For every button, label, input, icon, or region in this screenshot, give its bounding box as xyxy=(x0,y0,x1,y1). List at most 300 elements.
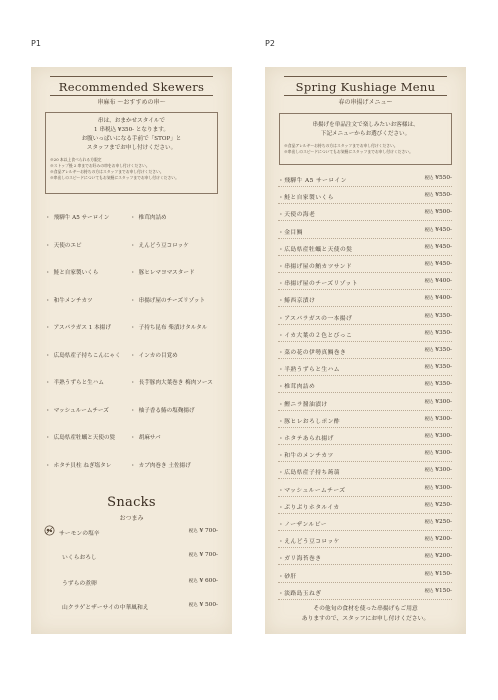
item-name-text: 飛騨牛 A5 サーロイン xyxy=(284,178,347,184)
skewer-item-name: 飛騨牛 A5 サーロイン xyxy=(53,215,110,221)
skewer-item xyxy=(45,296,93,304)
bullet-dot: ・ xyxy=(278,453,285,460)
kushiage-item-price xyxy=(425,209,452,215)
price-value: ¥400- xyxy=(435,278,452,285)
price-value: ¥250- xyxy=(435,519,452,525)
bullet-dot: ・ xyxy=(278,246,285,253)
snacks-subtitle: おつまみ xyxy=(119,515,144,522)
bullet-dot: ・ xyxy=(130,297,136,304)
bullet-dot: ・ xyxy=(278,264,285,270)
skewer-item xyxy=(45,268,98,276)
item-name-text: ホタテあられ揚げ xyxy=(284,436,334,442)
snack-item-name: サーモンの塩辛 xyxy=(59,531,100,537)
page-label-left: P1 xyxy=(31,39,41,48)
dotted-divider xyxy=(278,306,452,307)
price-tax-prefix: 税込 xyxy=(424,313,434,319)
notice-line: 串揚げを単品注文で楽しみたいお客様は、 xyxy=(312,122,419,128)
kushiage-item-price xyxy=(425,571,452,577)
price-value: ¥350- xyxy=(435,312,452,319)
kushiage-item xyxy=(278,227,452,240)
kushiage-item xyxy=(278,381,452,394)
bullet-dot: ・ xyxy=(130,380,136,386)
price-tax-prefix: 税込 xyxy=(424,330,434,336)
dotted-divider xyxy=(278,478,452,479)
kushiage-item-name xyxy=(278,244,352,253)
item-name-text: えんどう豆コロッケ xyxy=(284,539,340,546)
skewer-item-name: 鮭と自家製いくら xyxy=(53,270,99,276)
snack-item-price xyxy=(189,578,218,584)
kushiage-item xyxy=(278,571,452,584)
kushiage-item-price xyxy=(425,227,452,233)
price-value: ¥350- xyxy=(435,347,452,353)
footer-line: ありますので、スタッフにお申し付けください。 xyxy=(301,616,430,622)
item-name-text: 鰹ニラ醤油漬け xyxy=(284,401,328,408)
kushiage-item xyxy=(278,313,452,326)
skewers-menu-panel xyxy=(31,67,232,634)
kushiage-item-name xyxy=(278,295,315,304)
skewer-item-name: えんどう豆コロッケ xyxy=(138,242,189,249)
bullet-dot: ・ xyxy=(278,212,285,219)
item-name-text: ガリ海苔巻き xyxy=(284,556,322,563)
dotted-divider xyxy=(278,599,452,600)
dotted-divider xyxy=(278,255,452,256)
kushiage-item-price xyxy=(425,295,452,301)
price-value: ¥300- xyxy=(435,484,452,491)
price-value: ¥350- xyxy=(435,381,452,388)
kushiage-item-price xyxy=(425,261,452,267)
price-value: ¥200- xyxy=(435,536,452,543)
skewer-item xyxy=(45,351,121,359)
bullet-dot: ・ xyxy=(278,350,285,356)
skewer-item-name: 串揚げ屋のチーズリゾット xyxy=(138,297,206,304)
skewer-item xyxy=(130,378,213,386)
kushiage-item xyxy=(278,485,452,498)
price-value: ¥ 600- xyxy=(199,578,218,584)
price-tax-prefix: 税込 xyxy=(424,554,434,560)
page-label-right: P2 xyxy=(265,39,275,48)
small-note: ※食品アレルギーお持ちの方はスタッフまでお申し付けください。 xyxy=(50,169,164,174)
bullet-dot: ・ xyxy=(278,401,285,408)
dotted-divider xyxy=(278,375,452,376)
dotted-divider xyxy=(278,410,452,411)
price-tax-prefix: 税込 xyxy=(188,603,198,608)
kushiage-item xyxy=(278,295,452,308)
kushiage-item-price xyxy=(425,244,452,250)
bullet-dot: ・ xyxy=(278,504,285,511)
kushiage-item-price xyxy=(425,433,452,439)
price-tax-prefix: 税込 xyxy=(424,571,434,577)
bullet-dot: ・ xyxy=(130,462,136,469)
dotted-divider xyxy=(278,220,452,221)
snack-item-price xyxy=(189,602,218,608)
skewer-item xyxy=(130,296,205,304)
skewer-item-name: アスパラガス 1 本揚げ xyxy=(53,325,111,331)
kushiage-subtitle: 春の串揚げメニュー xyxy=(338,99,393,106)
kushiage-item-name xyxy=(278,485,345,494)
snacks-title: Snacks xyxy=(107,495,156,510)
dotted-divider xyxy=(278,427,452,428)
skewer-item xyxy=(45,378,104,386)
bullet-dot: ・ xyxy=(130,325,136,331)
bullet-dot: ・ xyxy=(278,418,285,425)
price-value: ¥250- xyxy=(435,501,452,508)
notice-line: お腹いっぱいになる手前で「STOP」と xyxy=(81,136,182,142)
dotted-divider xyxy=(278,530,452,531)
dotted-divider xyxy=(278,461,452,462)
skewer-icon xyxy=(44,525,55,536)
notice-line: スタッフまでお申し付けください。 xyxy=(86,145,177,151)
price-value: ¥550- xyxy=(435,175,452,181)
bullet-dot: ・ xyxy=(278,436,285,442)
skewer-item-name: 柚子香る鰆の塩麹揚げ xyxy=(138,407,195,414)
skewer-item-name: インカの目覚め xyxy=(138,352,178,359)
kushiage-item-name xyxy=(278,330,352,339)
snack-item-price xyxy=(189,528,218,534)
skewers-notice xyxy=(50,117,213,153)
kushiage-item-price xyxy=(425,467,452,473)
small-note: ※20 本以上食べられる方限定 xyxy=(50,157,102,162)
bullet-dot: ・ xyxy=(278,229,285,236)
price-value: ¥150- xyxy=(435,587,452,594)
title-top-rule xyxy=(284,76,447,77)
skewer-item-name: 胡麻サバ xyxy=(138,435,161,441)
skewer-item xyxy=(130,268,195,276)
skewer-item xyxy=(45,213,109,221)
footer-line: その他旬の食材を使った串揚げもご用意 xyxy=(313,606,418,612)
bullet-dot: ・ xyxy=(278,281,285,288)
bullet-dot: ・ xyxy=(278,195,285,202)
bullet-dot: ・ xyxy=(45,462,51,469)
price-value: ¥150- xyxy=(435,570,452,577)
dotted-divider xyxy=(278,392,452,393)
item-name-text: 鰆西京漬け xyxy=(284,298,316,305)
kushiage-item-price xyxy=(425,364,452,370)
bullet-dot: ・ xyxy=(278,522,285,528)
bullet-dot: ・ xyxy=(278,590,285,597)
bullet-dot: ・ xyxy=(278,487,285,494)
price-tax-prefix: 税込 xyxy=(424,193,434,199)
price-value: ¥450- xyxy=(435,243,452,250)
skewer-item-name: カブ肉巻き 土佐揚げ xyxy=(138,462,191,469)
item-name-text: 半熟うずらと生ハム xyxy=(284,367,340,374)
kushiage-item-name xyxy=(278,278,358,287)
kushiage-item-name xyxy=(278,433,334,442)
item-name-text: 砂肝 xyxy=(284,573,297,580)
skewer-item-name: ホタテ貝柱 ねぎ塩タレ xyxy=(53,462,112,469)
bullet-dot: ・ xyxy=(278,367,285,374)
kushiage-item xyxy=(278,553,452,566)
item-name-text: 椎茸肉詰め xyxy=(284,384,316,391)
item-name-text: 和牛のメンチカツ xyxy=(284,453,334,460)
dotted-divider xyxy=(278,203,452,204)
kushiage-item xyxy=(278,502,452,515)
skewer-item xyxy=(45,433,115,441)
kushiage-item-price xyxy=(425,381,452,387)
kushiage-item-name xyxy=(278,553,321,562)
bullet-dot: ・ xyxy=(45,435,51,441)
skewer-item-name: 広島県産子持ちこんにゃく xyxy=(53,352,121,359)
price-value: ¥300- xyxy=(435,398,452,405)
price-value: ¥ 500- xyxy=(199,602,218,608)
item-name-text: 菜の花の伊勢真鯛巻き xyxy=(284,350,347,356)
skewer-item xyxy=(130,213,167,221)
kushiage-item xyxy=(278,416,452,429)
price-value: ¥450- xyxy=(435,261,452,267)
price-value: ¥400- xyxy=(435,295,452,302)
item-name-text: 豚ヒレおろしポン酢 xyxy=(284,418,340,425)
kushiage-footer xyxy=(265,604,466,624)
skewer-item xyxy=(130,323,207,331)
kushiage-notice-box xyxy=(279,113,452,165)
skewer-item-name: 長芋豚肉大葉巻き 梅肉ソース xyxy=(138,380,213,386)
price-tax-prefix: 税込 xyxy=(424,485,434,491)
price-value: ¥450- xyxy=(435,226,452,233)
price-tax-prefix: 税込 xyxy=(188,529,198,534)
price-tax-prefix: 税込 xyxy=(424,434,434,439)
bullet-dot: ・ xyxy=(130,215,136,221)
bullet-dot: ・ xyxy=(278,384,285,391)
kushiage-item-name xyxy=(278,519,327,528)
kushiage-item xyxy=(278,192,452,205)
kushiage-item-price xyxy=(425,330,452,336)
snack-item-price xyxy=(189,552,218,558)
skewer-item xyxy=(130,433,161,441)
item-name-text: アスパラガスの一本揚げ xyxy=(284,315,353,322)
kushiage-item-name xyxy=(278,467,340,476)
kushiage-item-name xyxy=(278,450,334,459)
kushiage-item-price xyxy=(425,175,452,181)
bullet-dot: ・ xyxy=(45,380,51,386)
kushiage-item xyxy=(278,399,452,412)
title-bottom-rule xyxy=(50,95,213,96)
kushiage-title: Spring Kushiage Menu xyxy=(295,80,436,94)
kushiage-item xyxy=(278,244,452,257)
notice-line: 下記メニューからお選びください。 xyxy=(320,131,411,137)
price-value: ¥300- xyxy=(435,433,452,439)
kushiage-item-price xyxy=(425,313,452,319)
kushiage-item-name xyxy=(278,381,315,390)
skewers-title: Recommended Skewers xyxy=(58,80,205,94)
price-tax-prefix: 税込 xyxy=(424,262,434,267)
kushiage-item-name xyxy=(278,175,347,184)
dotted-divider xyxy=(278,186,452,187)
price-value: ¥ 700- xyxy=(199,528,218,534)
dotted-divider xyxy=(278,496,452,497)
price-tax-prefix: 税込 xyxy=(424,451,434,457)
kushiage-item xyxy=(278,278,452,291)
skewer-item-name: マッシュルームチーズ xyxy=(53,407,109,414)
skewer-item-name: 天使のエビ xyxy=(53,242,82,249)
item-name-text: 淡路島玉ねぎ xyxy=(284,590,322,597)
bullet-dot: ・ xyxy=(45,407,51,414)
kushiage-item-price xyxy=(425,347,452,353)
skewers-subtitle: 串麻布 ～おすすめの串～ xyxy=(97,99,166,106)
price-value: ¥300- xyxy=(435,450,452,457)
price-tax-prefix: 税込 xyxy=(424,365,434,371)
bullet-dot: ・ xyxy=(45,242,51,249)
bullet-dot: ・ xyxy=(278,539,285,546)
bullet-dot: ・ xyxy=(45,325,51,331)
item-name-text: ノーザンルビー xyxy=(284,522,327,528)
dotted-divider xyxy=(278,324,452,325)
price-value: ¥350- xyxy=(435,329,452,336)
price-value: ¥550- xyxy=(435,192,452,199)
kushiage-item-name xyxy=(278,399,328,408)
item-name-text: マッシュルームチーズ xyxy=(284,487,346,494)
skewer-item-name: 椎茸肉詰め xyxy=(138,215,167,221)
kushiage-item xyxy=(278,519,452,532)
notice-line: 1 串税込 ¥350- となります。 xyxy=(94,127,169,133)
dotted-divider xyxy=(278,444,452,445)
item-name-text: イカ大葉の２色とびっこ xyxy=(284,332,353,339)
kushiage-item xyxy=(278,536,452,549)
snack-item-name: いくらおろし xyxy=(62,555,97,561)
price-value: ¥200- xyxy=(435,553,452,560)
small-note: ※食品アレルギーお持ちの方はスタッフまでお申し付けください。 xyxy=(284,143,398,148)
skewers-notice-box xyxy=(45,112,218,194)
bullet-dot: ・ xyxy=(45,215,51,221)
kushiage-item-price xyxy=(425,485,452,491)
dotted-divider xyxy=(278,582,452,583)
small-note: ※串出しのスピードについてもお気軽にスタッフまでお申し付けください。 xyxy=(284,149,413,154)
dotted-divider xyxy=(278,289,452,290)
item-name-text: 広島県産子持ち蒟蒻 xyxy=(284,470,340,477)
bullet-dot: ・ xyxy=(45,270,51,276)
price-tax-prefix: 税込 xyxy=(424,210,434,216)
price-value: ¥500- xyxy=(435,209,452,216)
skewer-item-name: 子持ち昆布 柴漬けタルタル xyxy=(138,325,208,331)
price-tax-prefix: 税込 xyxy=(424,382,434,388)
price-tax-prefix: 税込 xyxy=(424,227,434,233)
skewer-item xyxy=(130,351,178,359)
bullet-dot: ・ xyxy=(278,573,285,580)
price-value: ¥350- xyxy=(435,364,452,371)
bullet-dot: ・ xyxy=(130,407,136,414)
kushiage-item-name xyxy=(278,209,315,218)
bullet-dot: ・ xyxy=(278,298,285,305)
small-note: ※串出しのスピードについてもお気軽にスタッフまでお申し付けください。 xyxy=(50,175,179,180)
skewer-item xyxy=(130,406,195,414)
price-tax-prefix: 税込 xyxy=(424,468,434,474)
bullet-dot: ・ xyxy=(278,470,285,477)
skewer-item xyxy=(45,323,111,331)
price-value: ¥ 700- xyxy=(199,552,218,558)
item-name-text: 串揚げ屋のチーズリゾット xyxy=(284,281,358,288)
kushiage-item-name xyxy=(278,227,303,236)
bullet-dot: ・ xyxy=(278,315,285,322)
bullet-dot: ・ xyxy=(278,556,285,563)
bullet-dot: ・ xyxy=(130,242,136,249)
item-name-text: 串揚げ屋の鮪カツサンド xyxy=(284,264,353,270)
bullet-dot: ・ xyxy=(130,435,136,441)
skewer-item xyxy=(45,461,111,469)
kushiage-item-price xyxy=(425,399,452,405)
price-tax-prefix: 税込 xyxy=(424,416,434,422)
kushiage-menu-panel xyxy=(265,67,466,634)
kushiage-item-name xyxy=(278,536,340,545)
skewer-item-name: 広島県産牡蠣と天使の髪 xyxy=(53,435,116,441)
item-name-text: 天使の海老 xyxy=(284,212,316,219)
kushiage-item xyxy=(278,467,452,480)
kushiage-item-name xyxy=(278,571,297,580)
small-note: ※ストップ後 2 串までお好みの串をお申し付けください。 xyxy=(50,163,150,168)
skewer-item-name: 和牛メンチカツ xyxy=(53,297,93,304)
kushiage-item xyxy=(278,364,452,377)
skewer-item-name: 豚ヒレマヨマスタード xyxy=(138,270,195,276)
kushiage-item xyxy=(278,588,452,601)
kushiage-item xyxy=(278,347,452,360)
item-name-text: 広島県産牡蠣と天使の髪 xyxy=(284,246,353,253)
dotted-divider xyxy=(278,547,452,548)
kushiage-item-price xyxy=(425,519,452,525)
bullet-dot: ・ xyxy=(45,352,51,359)
price-value: ¥300- xyxy=(435,415,452,422)
title-top-rule xyxy=(50,76,213,77)
kushiage-item-name xyxy=(278,502,340,511)
dotted-divider xyxy=(278,341,452,342)
notice-line: 串は、おまかせスタイルで xyxy=(97,118,165,124)
price-tax-prefix: 税込 xyxy=(424,520,434,525)
price-value: ¥300- xyxy=(435,467,452,474)
price-tax-prefix: 税込 xyxy=(188,553,198,558)
kushiage-notice xyxy=(284,121,447,139)
kushiage-item-price xyxy=(425,553,452,559)
kushiage-item-price xyxy=(425,588,452,594)
kushiage-item-name xyxy=(278,588,321,597)
bullet-dot: ・ xyxy=(130,352,136,359)
skewer-item-name: 半熟うずらと生ハム xyxy=(53,380,104,386)
skewer-item xyxy=(130,241,189,249)
kushiage-item-price xyxy=(425,192,452,198)
kushiage-item xyxy=(278,330,452,343)
dotted-divider xyxy=(278,272,452,273)
price-tax-prefix: 税込 xyxy=(424,296,434,302)
kushiage-item xyxy=(278,209,452,222)
bullet-dot: ・ xyxy=(278,178,285,184)
price-tax-prefix: 税込 xyxy=(424,279,434,285)
kushiage-item-price xyxy=(425,416,452,422)
skewer-item xyxy=(130,461,191,469)
price-tax-prefix: 税込 xyxy=(424,176,434,181)
kushiage-item-name xyxy=(278,192,334,201)
bullet-dot: ・ xyxy=(278,332,285,339)
price-tax-prefix: 税込 xyxy=(424,399,434,405)
snack-item-name: 山クラゲとザーサイの中華風和え xyxy=(62,605,149,611)
dotted-divider xyxy=(278,513,452,514)
kushiage-item-name xyxy=(278,261,352,270)
price-tax-prefix: 税込 xyxy=(424,244,434,250)
kushiage-item-price xyxy=(425,502,452,508)
item-name-text: ぷりぷりホタルイカ xyxy=(284,504,340,511)
snack-item-name: うずらの煮卵 xyxy=(62,581,97,587)
kushiage-item xyxy=(278,261,452,274)
skewer-item xyxy=(45,241,82,249)
price-tax-prefix: 税込 xyxy=(424,348,434,353)
bullet-dot: ・ xyxy=(130,270,136,276)
kushiage-item xyxy=(278,433,452,446)
item-name-text: 金目鯛 xyxy=(284,229,303,236)
kushiage-item-price xyxy=(425,450,452,456)
kushiage-item-name xyxy=(278,347,346,356)
kushiage-item-name xyxy=(278,364,340,373)
skewer-item xyxy=(45,406,109,414)
dotted-divider xyxy=(278,564,452,565)
kushiage-item xyxy=(278,450,452,463)
kushiage-item-name xyxy=(278,313,352,322)
price-tax-prefix: 税込 xyxy=(424,537,434,543)
price-tax-prefix: 税込 xyxy=(424,502,434,508)
price-tax-prefix: 税込 xyxy=(188,579,198,584)
